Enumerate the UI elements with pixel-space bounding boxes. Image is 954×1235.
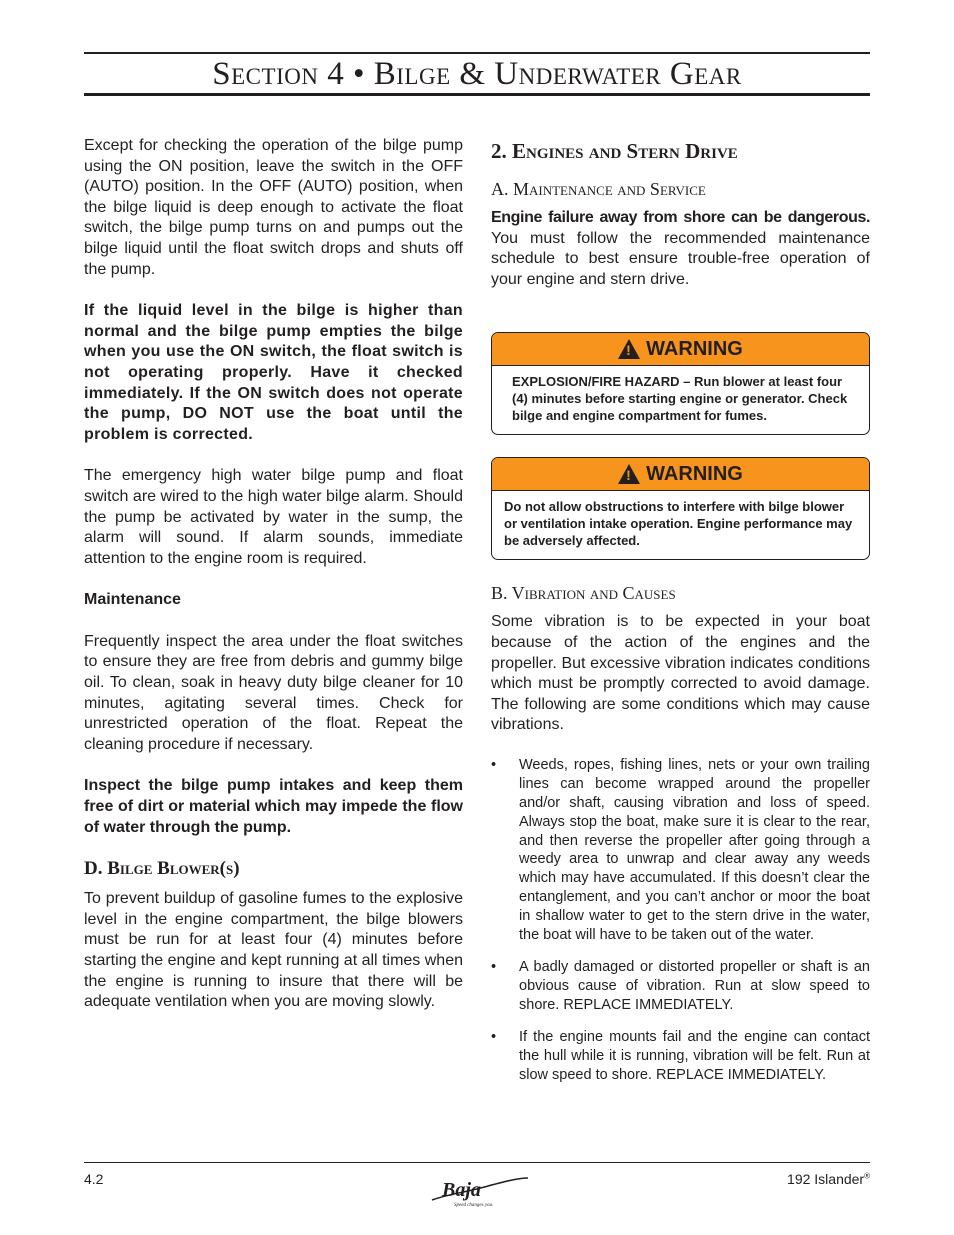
title-bottom-rule xyxy=(84,93,870,96)
right-column xyxy=(491,128,870,1084)
registered-mark: ® xyxy=(864,1171,870,1181)
bullet-text: If the engine mounts fail and the engine can contact the hull while it is running, vibration will be felt. Run at slow speed to shore. REPLACE IMMEDIATELY. xyxy=(519,1028,870,1083)
list-item xyxy=(491,958,870,1015)
engine-failure-lead: Engine failure away from shore can be dangerous. xyxy=(491,209,870,226)
engines-section-heading: 2. Engines and Stern Drive xyxy=(491,139,738,163)
footer-rule xyxy=(84,1162,870,1163)
section-title: Section 4 • Bilge & Underwater Gear xyxy=(212,56,742,92)
bullet-dot: • xyxy=(491,959,497,975)
warning-text-explosion: EXPLOSION/FIRE HAZARD – Run blower at least four (4) minutes before starting engine or generator. Check bilge and engine compartment for fumes. xyxy=(512,374,848,424)
bullet-dot: • xyxy=(491,756,497,773)
float-switch-maintenance-paragraph: Frequently inspect the area under the float switches to ensure they are free from debris and gummy bilge oil. To clean, soak in heavy duty bilge cleaner for 10 minutes, agitating several times. Check for unrestricted operation of the float. Repeat the cleaning procedure if necessary. xyxy=(84,632,463,753)
list-item xyxy=(491,1028,870,1085)
warning-header xyxy=(492,333,869,366)
bilge-level-warning-paragraph: If the liquid level in the bilge is higher than normal and the bilge pump empties the bilge when you use the ON switch, the float switch is not operating properly. Have it checked immediately. If the ON switch does not operate the pump, DO NOT use the boat until the problem is corrected. xyxy=(84,302,463,443)
list-item xyxy=(491,756,870,945)
bilge-switch-paragraph: Except for checking the operation of the bilge pump using the ON position, leave the switch in the OFF (AUTO) position. In the OFF (AUTO) position, when the bilge liquid is deep enough to activate the float switch, the bilge pump turns on and pumps out the bilge liquid until the float switch drops and shuts off the pump. xyxy=(84,137,463,278)
vibration-heading: B. Vibration and Causes xyxy=(491,583,676,604)
exclamation-triangle-icon: ! xyxy=(618,464,640,484)
engine-maintenance-paragraph xyxy=(491,208,870,290)
maintenance-heading: Maintenance xyxy=(84,591,181,609)
vibration-intro-paragraph: Some vibration is to be expected in your boat because of the action of the engines and the propeller. But excessive vibration indicates conditions which must be promptly corrected to avoid damage. The following are some conditions which may cause vibrations. xyxy=(491,613,870,734)
pump-intake-paragraph: Inspect the bilge pump intakes and keep them free of dirt or material which may impede the flow of water through the pump. xyxy=(84,777,463,836)
warning-header xyxy=(492,458,869,491)
page-number: 4.2 xyxy=(84,1171,104,1187)
left-column xyxy=(84,128,463,1013)
exclamation-triangle-icon: ! xyxy=(618,339,640,359)
bilge-blower-heading: D. Bilge Blower(s) xyxy=(84,858,240,880)
baja-logo xyxy=(428,1172,532,1208)
model-name xyxy=(787,1171,870,1187)
bullet-text: A badly damaged or distorted propeller or shaft is an obvious cause of vibration. Run at slow speed to shore. REPLACE IMMEDIATELY. xyxy=(519,959,870,1013)
bilge-blower-paragraph: To prevent buildup of gasoline fumes to the explosive level in the engine compartment, the bilge blowers must be run for at least four (4) minutes before starting the engine and kept running at all times when the engine is running to insure that there will be adequate ventilation when you are moving slowly. xyxy=(84,890,463,1011)
warning-label: WARNING xyxy=(646,337,743,360)
warning-box-explosion xyxy=(491,332,870,435)
bullet-text: Weeds, ropes, fishing lines, nets or your own trailing lines can become wrapped around the propeller and/or shaft, causing vibration and loss of speed. Always stop the boat, make sure it is clear to the rear, and then reverse the propeller after going through a weedy area to unwrap and clear away any weeds which may have accumulated. If this doesn’t clear the entanglement, and you can’t anchor or moor the boat in shallow water to get to the stern drive in the water, the boat will have to be taken out of the water. xyxy=(519,756,870,944)
maintenance-service-heading: A. Maintenance and Service xyxy=(491,179,706,199)
bullet-dot: • xyxy=(491,1028,497,1045)
logo-wordmark: Baja xyxy=(442,1179,481,1201)
engine-maintenance-text: You must follow the recommended maintenance schedule to best ensure trouble-free operation of your engine and stern drive. xyxy=(491,229,870,288)
logo-tagline: Speed changes you. xyxy=(454,1203,494,1208)
model-text: 192 Islander xyxy=(787,1171,865,1187)
warning-box-obstructions xyxy=(491,457,870,560)
warning-label: WARNING xyxy=(646,462,743,485)
high-water-alarm-paragraph: The emergency high water bilge pump and float switch are wired to the high water bilge alarm. Should the pump be activated by water in the sump, the alarm will sound. If alarm sounds, immediate attention to the engine room is required. xyxy=(84,467,463,567)
warning-text-obstructions: Do not allow obstructions to interfere with bilge blower or ventilation intake operation. Engine performance may be adversely affected. xyxy=(504,499,853,549)
